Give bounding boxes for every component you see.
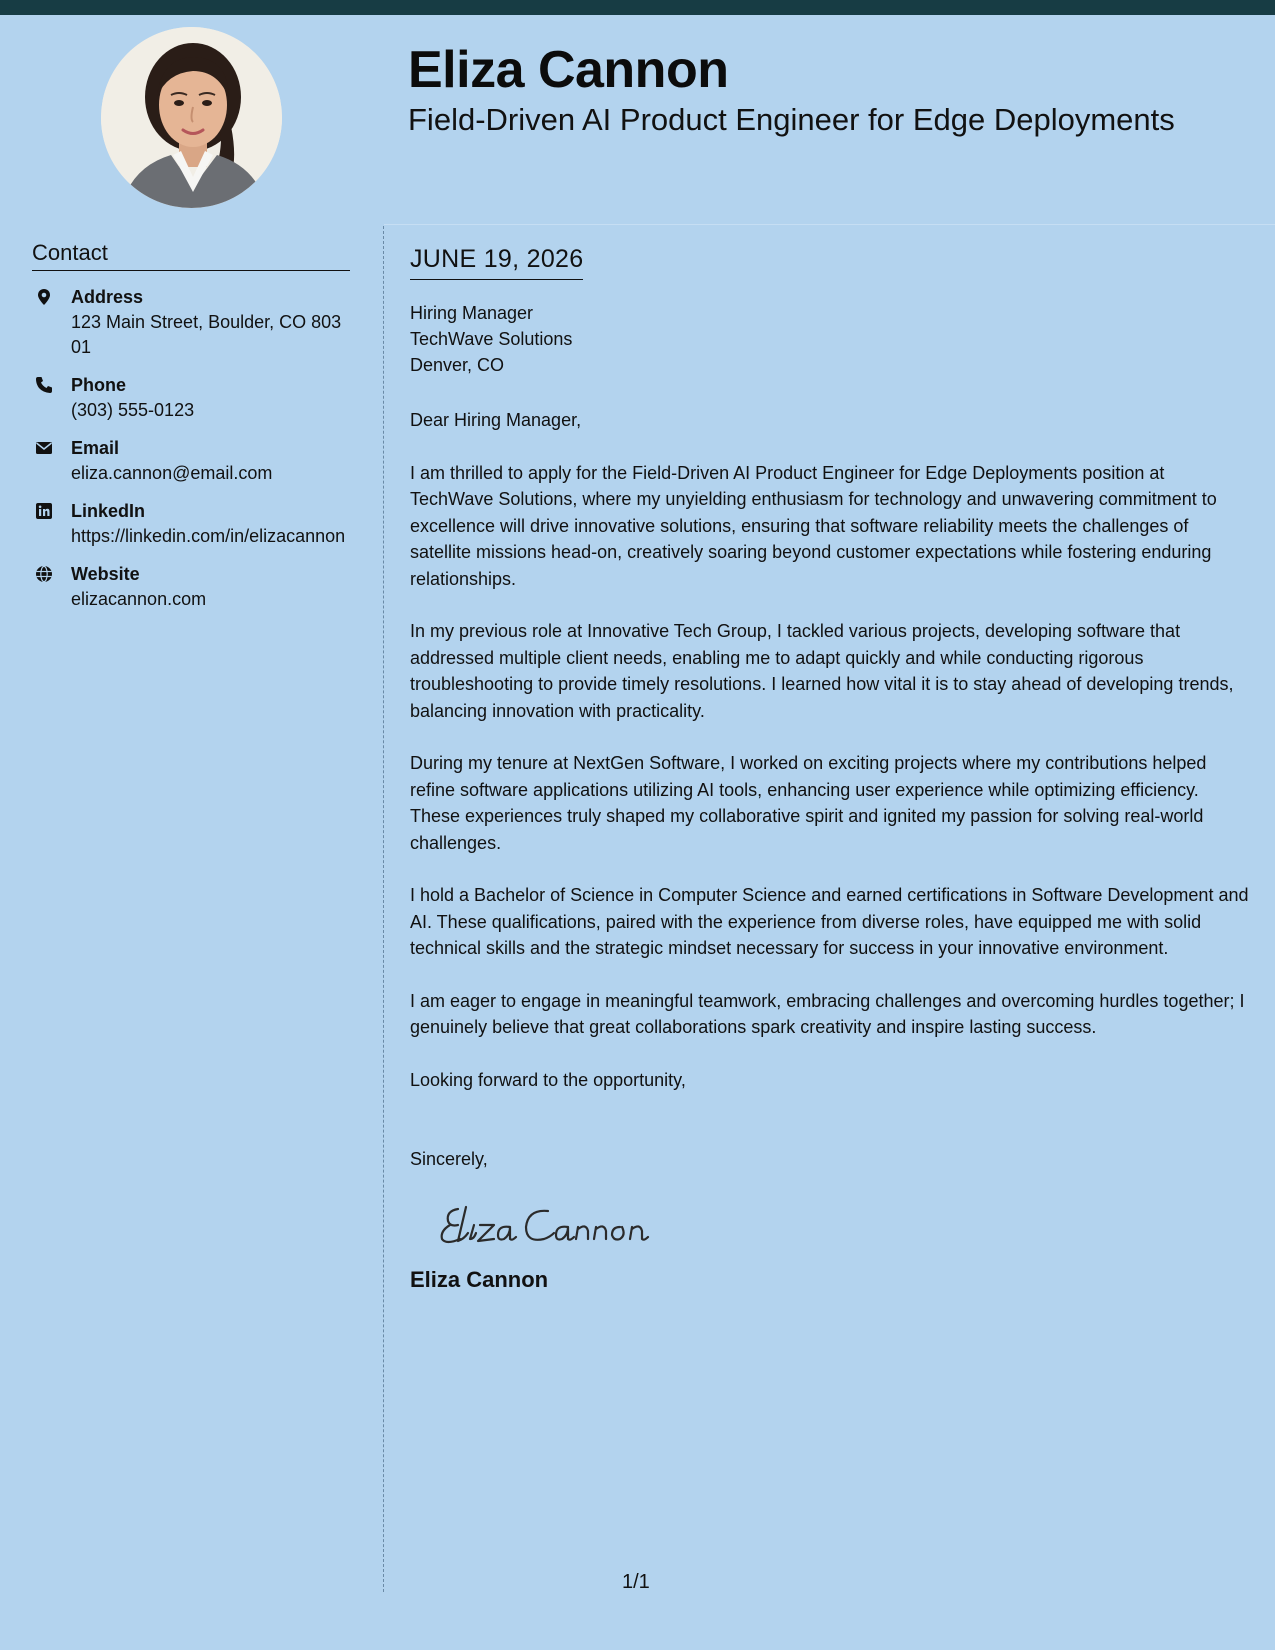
contact-phone [32,373,350,423]
body-paragraph: I hold a Bachelor of Science in Computer Science and earned certifications in Software Development and AI. These qualifications, paired with the experience from diverse roles, have equipped me with solid technical skills and the strategic mindset necessary for success in your innovative environment. [410,885,1249,958]
contact-email [32,436,350,486]
recipient-line: TechWave Solutions [410,329,573,349]
contact-value: (303) 555-0123 [71,400,195,420]
body-paragraph: During my tenure at NextGen Software, I worked on exciting projects where my contributions helped refine software applications utilizing AI tools, enhancing user experience while optimizing efficiency. These experiences truly shaped my collaborative spirit and ignited my passion for solving real-world challenges. [410,753,1207,853]
closing-line: Looking forward to the opportunity, [410,1069,686,1090]
contact-value[interactable]: https://linkedin.com/in/elizacannon [71,526,346,546]
salutation: Dear Hiring Manager, [410,410,582,430]
contact-website [32,562,350,612]
signed-name: Eliza Cannon [410,1266,549,1292]
recipient-line: Hiring Manager [410,303,534,323]
candidate-headline: Field-Driven AI Product Engineer for Edge Deployments [408,102,1175,137]
letter-body [410,244,1250,1293]
page-number: 1/1 [622,1571,650,1593]
map-pin-icon [35,288,53,306]
candidate-name: Eliza Cannon [408,41,729,99]
body-paragraph: In my previous role at Innovative Tech Group, I tackled various projects, developing software that addressed multiple client needs, enabling me to adapt quickly and while conducting rigorous troubleshooting to provide timely resolutions. I learned how vital it is to stay ahead of developing trends, balancing innovation with practicality. [410,621,1234,721]
contact-linkedin [32,499,350,549]
phone-icon [35,376,53,394]
envelope-icon [35,439,53,457]
body-paragraph: I am thrilled to apply for the Field-Driven AI Product Engineer for Edge Deployments position at TechWave Solutions, where my unyielding enthusiasm for technology and unwavering commitment to excellence will drive innovative solutions, ensuring that software reliability meets the challenges of satellite missions head-on, creatively soaring beyond customer expectations while fostering enduring relationships. [410,462,1217,589]
header-divider [384,224,1275,225]
contact-value[interactable]: elizacannon.com [71,589,207,609]
contact-address [32,285,350,360]
handwritten-signature [436,1195,1250,1249]
globe-icon [35,565,53,583]
contact-sidebar [32,240,350,612]
letter-date: JUNE 19, 2026 [410,244,583,280]
top-bar [0,0,1275,15]
contact-value: 123 Main Street, Boulder, CO 80301 [71,312,342,357]
contact-heading: Contact [32,240,350,271]
contact-label: Address [71,287,144,307]
column-divider [383,226,384,1592]
linkedin-icon [35,502,53,520]
contact-value[interactable]: eliza.cannon@email.com [71,463,273,483]
signoff: Sincerely, [410,1149,488,1169]
contact-label: Website [71,564,140,584]
body-paragraph: I am eager to engage in meaningful teamwork, embracing challenges and overcoming hurdles together; I genuinely believe that great collaborations spark creativity and inspire lasting success. [410,990,1245,1037]
contact-label: LinkedIn [71,501,146,521]
contact-label: Phone [71,375,127,395]
contact-label: Email [71,438,120,458]
profile-photo [101,27,282,208]
recipient-block [410,300,1250,378]
recipient-line: Denver, CO [410,355,505,375]
